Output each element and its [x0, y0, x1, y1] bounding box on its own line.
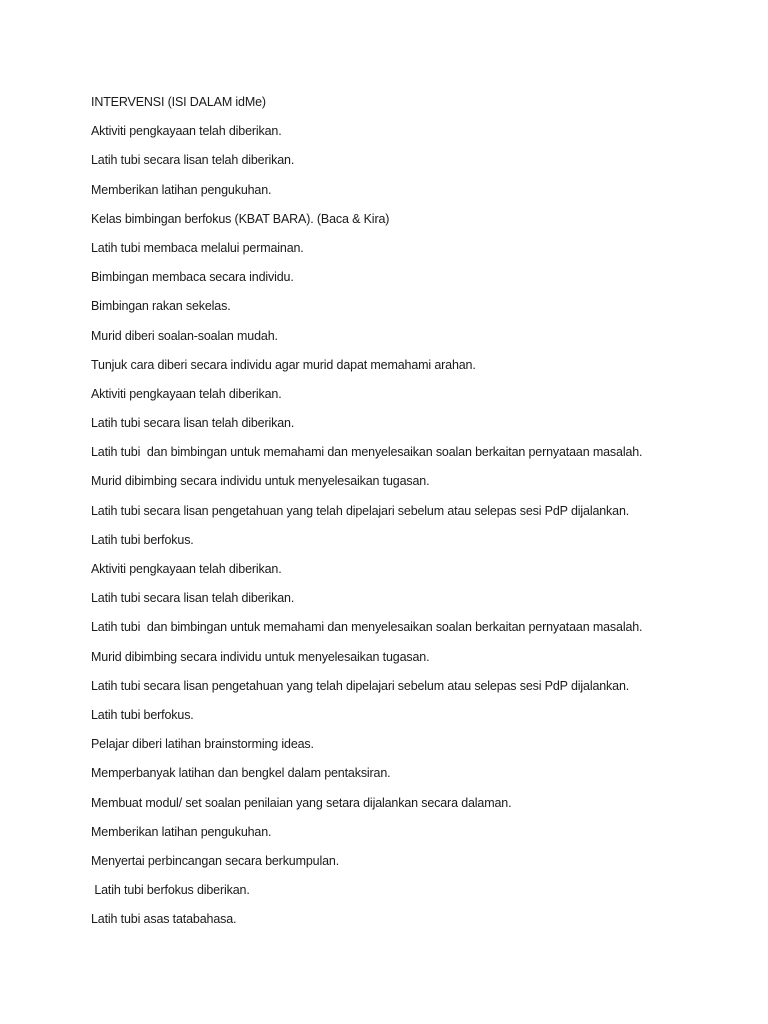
text-line: Kelas bimbingan berfokus (KBAT BARA). (Baca & Kira)	[91, 211, 390, 226]
text-line: Memberikan latihan pengukuhan.	[91, 182, 272, 197]
text-line: Latih tubi berfokus.	[91, 707, 194, 722]
text-line: Murid diberi soalan-soalan mudah.	[91, 328, 278, 343]
text-line: Membuat modul/ set soalan penilaian yang setara dijalankan secara dalaman.	[91, 795, 512, 810]
text-line: Memperbanyak latihan dan bengkel dalam pentaksiran.	[91, 766, 391, 781]
text-line: Pelajar diberi latihan brainstorming ideas.	[91, 737, 314, 752]
text-line: Latih tubi secara lisan telah diberikan.	[91, 591, 295, 606]
document-heading: INTERVENSI (ISI DALAM idMe)	[91, 95, 266, 109]
text-line: Menyertai perbincangan secara berkumpulan.	[91, 853, 340, 868]
text-line: Murid dibimbing secara individu untuk menyelesaikan tugasan.	[91, 649, 430, 664]
text-line: Latih tubi secara lisan pengetahuan yang telah dipelajari sebelum atau selepas sesi PdP dijalankan.	[91, 503, 630, 518]
text-line: Aktiviti pengkayaan telah diberikan.	[91, 386, 282, 401]
text-line: Latih tubi secara lisan telah diberikan.	[91, 416, 295, 431]
text-line: Latih tubi dan bimbingan untuk memahami dan menyelesaikan soalan berkaitan pernyataan masalah.	[91, 445, 643, 460]
text-line: Memberikan latihan pengukuhan.	[91, 824, 272, 839]
text-line: Latih tubi berfokus.	[91, 532, 194, 547]
text-line: Latih tubi berfokus diberikan.	[91, 883, 250, 898]
text-line: Murid dibimbing secara individu untuk menyelesaikan tugasan.	[91, 474, 430, 489]
document-body	[91, 92, 751, 938]
text-line: Latih tubi secara lisan telah diberikan.	[91, 153, 295, 168]
text-line: Latih tubi membaca melalui permainan.	[91, 240, 304, 255]
text-line: Bimbingan membaca secara individu.	[91, 270, 294, 285]
text-line: Latih tubi dan bimbingan untuk memahami dan menyelesaikan soalan berkaitan pernyataan masalah.	[91, 620, 643, 635]
text-line: Latih tubi secara lisan pengetahuan yang telah dipelajari sebelum atau selepas sesi PdP dijalankan.	[91, 678, 630, 693]
text-line: Latih tubi asas tatabahasa.	[91, 912, 237, 927]
text-line: Aktiviti pengkayaan telah diberikan.	[91, 124, 282, 139]
text-line: Aktiviti pengkayaan telah diberikan.	[91, 562, 282, 576]
text-line: Bimbingan rakan sekelas.	[91, 299, 231, 314]
text-line: Tunjuk cara diberi secara individu agar murid dapat memahami arahan.	[91, 357, 476, 372]
